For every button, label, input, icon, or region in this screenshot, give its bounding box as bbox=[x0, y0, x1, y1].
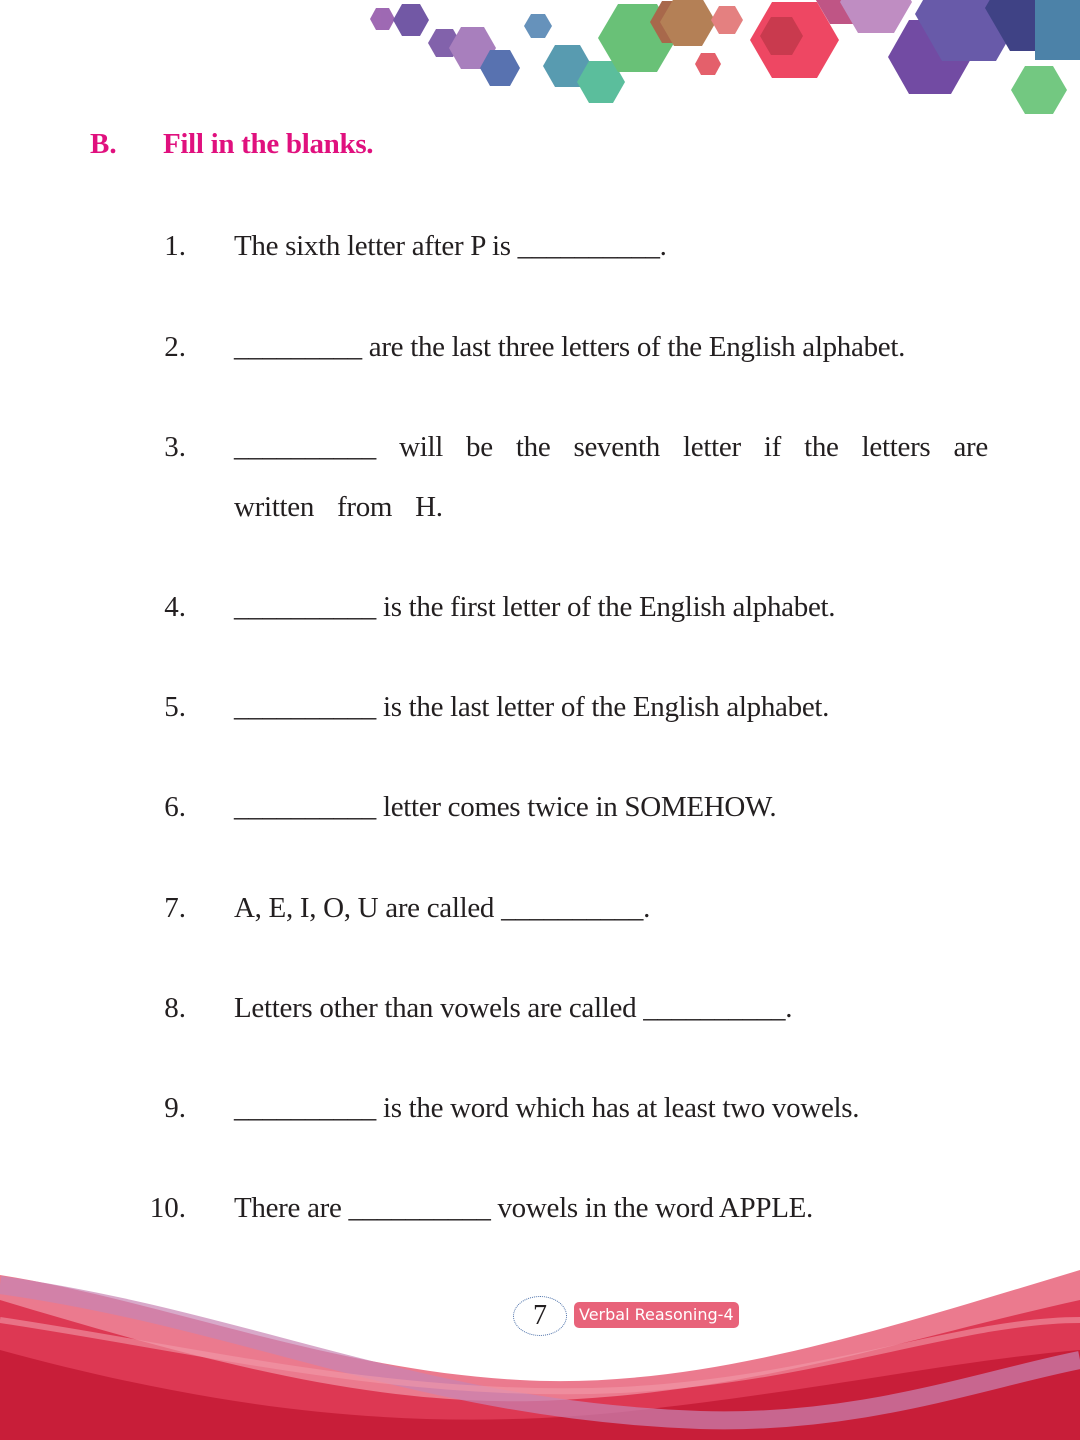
question-text: Letters other than vowels are called __________. bbox=[234, 992, 793, 1024]
question-number: 7. bbox=[164, 892, 186, 924]
section-letter: B. bbox=[90, 128, 117, 160]
question-number: 3. bbox=[164, 431, 186, 463]
book-title-badge: Verbal Reasoning-4 bbox=[574, 1302, 739, 1328]
wave-decoration-icon bbox=[0, 1260, 1080, 1440]
section-title: Fill in the blanks. bbox=[163, 128, 374, 160]
question-number: 1. bbox=[164, 230, 186, 262]
question-text: __________ letter comes twice in SOMEHOW. bbox=[234, 791, 777, 823]
question-text: There are __________ vowels in the word APPLE. bbox=[234, 1192, 813, 1224]
question-number: 10. bbox=[149, 1192, 186, 1224]
question-text: __________ is the last letter of the English alphabet. bbox=[234, 691, 830, 723]
question-number: 2. bbox=[164, 331, 186, 363]
question-text: _________ are the last three letters of the English alphabet. bbox=[234, 331, 906, 363]
hexagon-decoration-icon bbox=[0, 0, 1080, 130]
question-text: __________ is the word which has at least two vowels. bbox=[234, 1092, 860, 1124]
question-number: 4. bbox=[164, 591, 186, 623]
question-number: 8. bbox=[164, 992, 186, 1024]
question-number: 9. bbox=[164, 1092, 186, 1124]
question-text: __________ will be the seventh letter if the letters are written from H. bbox=[234, 431, 988, 523]
question-text: A, E, I, O, U are called __________. bbox=[234, 892, 651, 924]
question-number: 5. bbox=[164, 691, 186, 723]
page-number: 7 bbox=[513, 1296, 567, 1336]
question-number: 6. bbox=[164, 791, 186, 823]
question-text: __________ is the first letter of the English alphabet. bbox=[234, 591, 836, 623]
question-text: The sixth letter after P is __________. bbox=[234, 230, 667, 262]
